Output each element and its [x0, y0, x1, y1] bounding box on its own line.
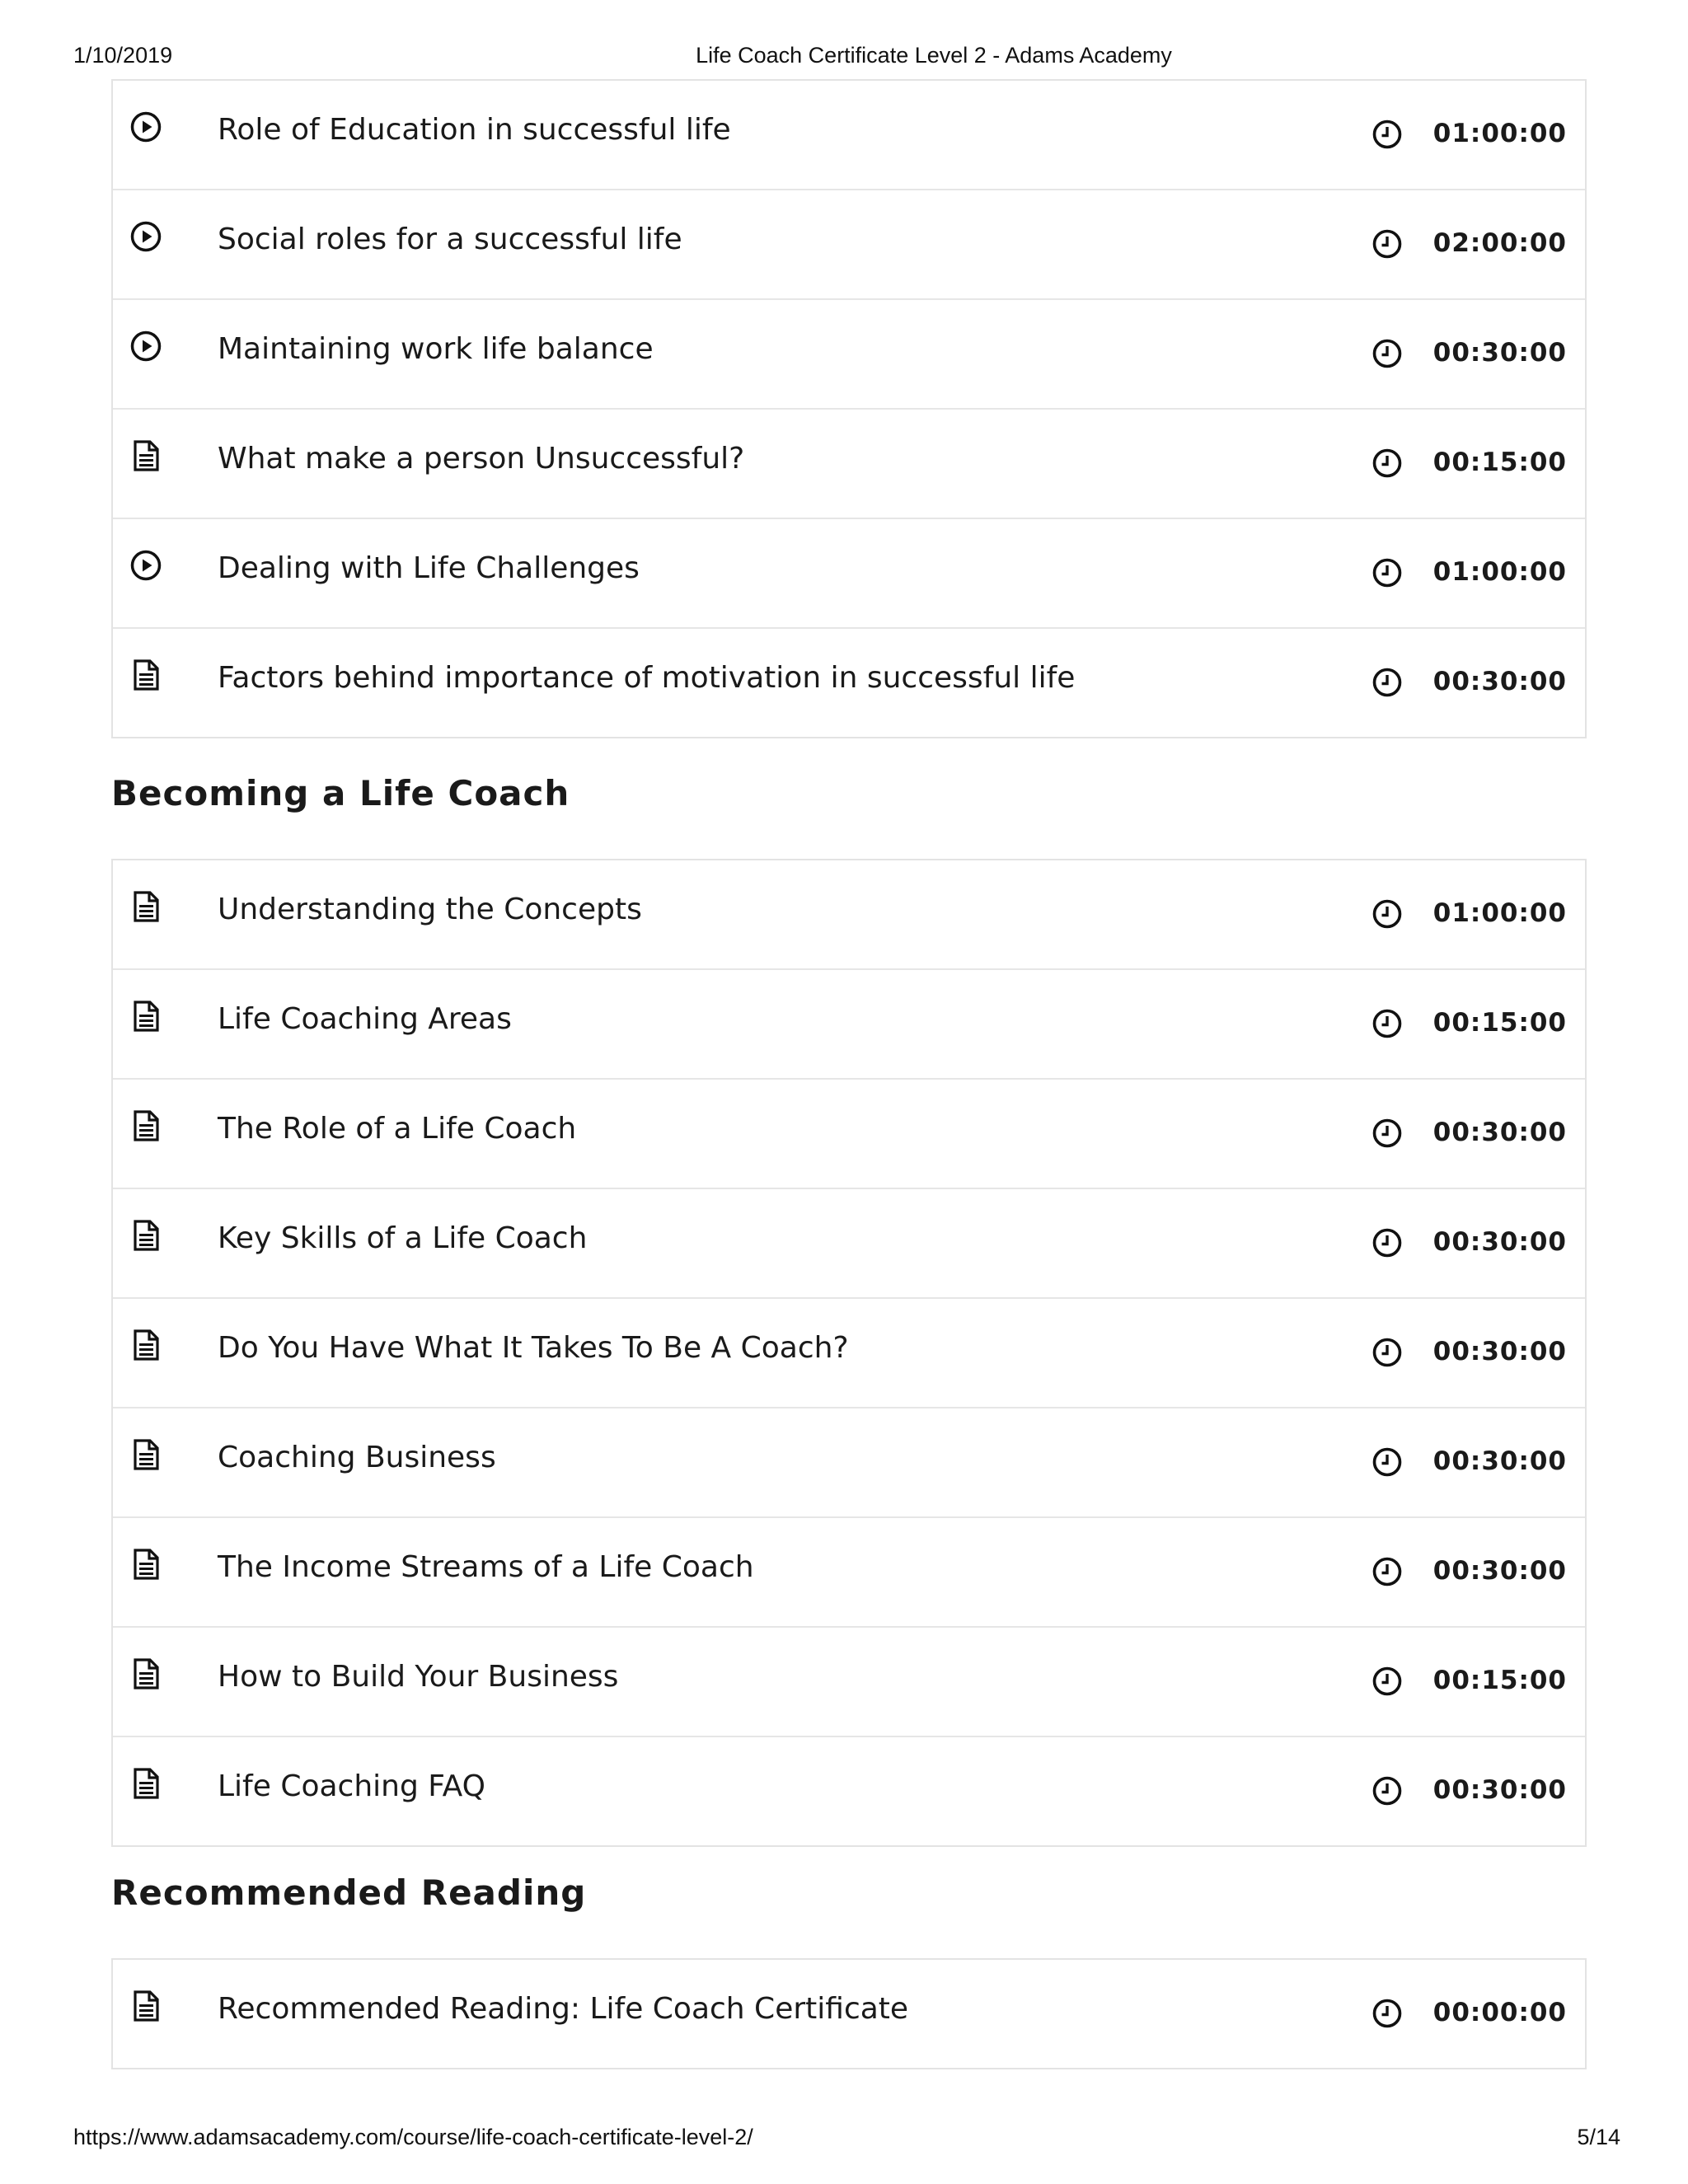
clock-icon	[1372, 1337, 1403, 1368]
lesson-row[interactable]	[113, 190, 1585, 300]
lesson-title[interactable]: Maintaining work life balance	[218, 332, 654, 366]
section-title: Recommended Reading	[111, 1872, 587, 1913]
curriculum-section-recommended-reading	[111, 1866, 1587, 2069]
lesson-row[interactable]	[113, 1080, 1585, 1189]
clock-icon	[1372, 1666, 1403, 1697]
clock-icon	[1372, 338, 1403, 369]
print-header	[0, 38, 1688, 71]
lesson-title[interactable]: Factors behind importance of motivation in successful life	[218, 661, 1076, 695]
lesson-row[interactable]	[113, 860, 1585, 970]
print-page-title: Life Coach Certificate Level 2 - Adams Academy	[696, 43, 1172, 68]
clock-icon	[1372, 1446, 1403, 1478]
lesson-title[interactable]: The Income Streams of a Life Coach	[218, 1550, 754, 1584]
document-icon	[129, 439, 162, 472]
lesson-row[interactable]	[113, 300, 1585, 410]
lesson-row[interactable]	[113, 1408, 1585, 1518]
print-footer	[0, 2121, 1688, 2154]
document-icon	[129, 1548, 162, 1581]
lesson-title[interactable]: Role of Education in successful life	[218, 113, 731, 147]
document-icon	[129, 1000, 162, 1033]
lesson-list	[111, 1958, 1587, 2069]
lesson-row[interactable]	[113, 629, 1585, 737]
lesson-row[interactable]	[113, 970, 1585, 1080]
lesson-duration: 00:00:00	[1432, 1998, 1567, 2027]
clock-icon	[1372, 1775, 1403, 1807]
lesson-duration: 00:30:00	[1432, 1227, 1567, 1257]
lesson-row[interactable]	[113, 1299, 1585, 1408]
lesson-duration: 01:00:00	[1432, 119, 1567, 148]
clock-icon	[1372, 1118, 1403, 1149]
lesson-duration: 00:15:00	[1432, 1008, 1567, 1038]
lesson-row[interactable]	[113, 1628, 1585, 1737]
document-icon	[129, 1329, 162, 1361]
lesson-duration: 02:00:00	[1432, 228, 1567, 258]
print-url: https://www.adamsacademy.com/course/life-coach-certificate-level-2/	[73, 2125, 753, 2149]
lesson-title[interactable]: Coaching Business	[218, 1441, 496, 1474]
lesson-row[interactable]	[113, 1737, 1585, 1845]
clock-icon	[1372, 557, 1403, 588]
lesson-title[interactable]: The Role of a Life Coach	[218, 1112, 577, 1146]
clock-icon	[1372, 228, 1403, 260]
lesson-duration: 01:00:00	[1432, 898, 1567, 928]
clock-icon	[1372, 119, 1403, 150]
document-icon	[129, 1438, 162, 1471]
play-circle-icon	[129, 220, 162, 253]
lesson-title[interactable]: How to Build Your Business	[218, 1660, 619, 1694]
document-icon	[129, 1767, 162, 1800]
clock-icon	[1372, 898, 1403, 930]
lesson-duration: 00:30:00	[1432, 1556, 1567, 1586]
lesson-duration: 00:30:00	[1432, 1337, 1567, 1366]
clock-icon	[1372, 1998, 1403, 2029]
clock-icon	[1372, 667, 1403, 698]
document-icon	[129, 1109, 162, 1142]
lesson-duration: 00:30:00	[1432, 1118, 1567, 1147]
lesson-title[interactable]: Understanding the Concepts	[218, 893, 642, 926]
document-icon	[129, 658, 162, 691]
print-date: 1/10/2019	[73, 43, 173, 68]
document-icon	[129, 1990, 162, 2022]
lesson-row[interactable]	[113, 519, 1585, 629]
lesson-list	[111, 859, 1587, 1847]
lesson-title[interactable]: Life Coaching Areas	[218, 1002, 512, 1036]
lesson-duration: 00:15:00	[1432, 1666, 1567, 1695]
lesson-title[interactable]: Key Skills of a Life Coach	[218, 1221, 588, 1255]
play-circle-icon	[129, 549, 162, 582]
curriculum-section-becoming-a-life-coach	[111, 766, 1587, 1847]
lesson-duration: 00:30:00	[1432, 1775, 1567, 1805]
lesson-duration: 00:15:00	[1432, 448, 1567, 477]
lesson-duration: 00:30:00	[1432, 1446, 1567, 1476]
lesson-list	[111, 79, 1587, 738]
lesson-row[interactable]	[113, 81, 1585, 190]
print-page-number: 5/14	[1577, 2125, 1620, 2149]
clock-icon	[1372, 1556, 1403, 1587]
lesson-title[interactable]: Recommended Reading: Life Coach Certificate	[218, 1992, 909, 2026]
clock-icon	[1372, 1008, 1403, 1039]
clock-icon	[1372, 448, 1403, 479]
lesson-duration: 00:30:00	[1432, 667, 1567, 696]
lesson-duration: 00:30:00	[1432, 338, 1567, 368]
lesson-title[interactable]: Dealing with Life Challenges	[218, 551, 640, 585]
clock-icon	[1372, 1227, 1403, 1258]
lesson-title[interactable]: What make a person Unsuccessful?	[218, 442, 745, 476]
lesson-duration: 01:00:00	[1432, 557, 1567, 587]
lesson-title[interactable]: Life Coaching FAQ	[218, 1769, 486, 1803]
play-circle-icon	[129, 330, 162, 363]
document-icon	[129, 1219, 162, 1252]
lesson-row[interactable]	[113, 410, 1585, 519]
play-circle-icon	[129, 110, 162, 143]
lesson-row[interactable]	[113, 1960, 1585, 2068]
curriculum-section-continued	[111, 79, 1587, 738]
lesson-title[interactable]: Social roles for a successful life	[218, 223, 682, 256]
lesson-row[interactable]	[113, 1518, 1585, 1628]
lesson-title[interactable]: Do You Have What It Takes To Be A Coach?	[218, 1331, 849, 1365]
document-icon	[129, 1657, 162, 1690]
lesson-row[interactable]	[113, 1189, 1585, 1299]
document-icon	[129, 890, 162, 923]
section-title: Becoming a Life Coach	[111, 773, 570, 813]
